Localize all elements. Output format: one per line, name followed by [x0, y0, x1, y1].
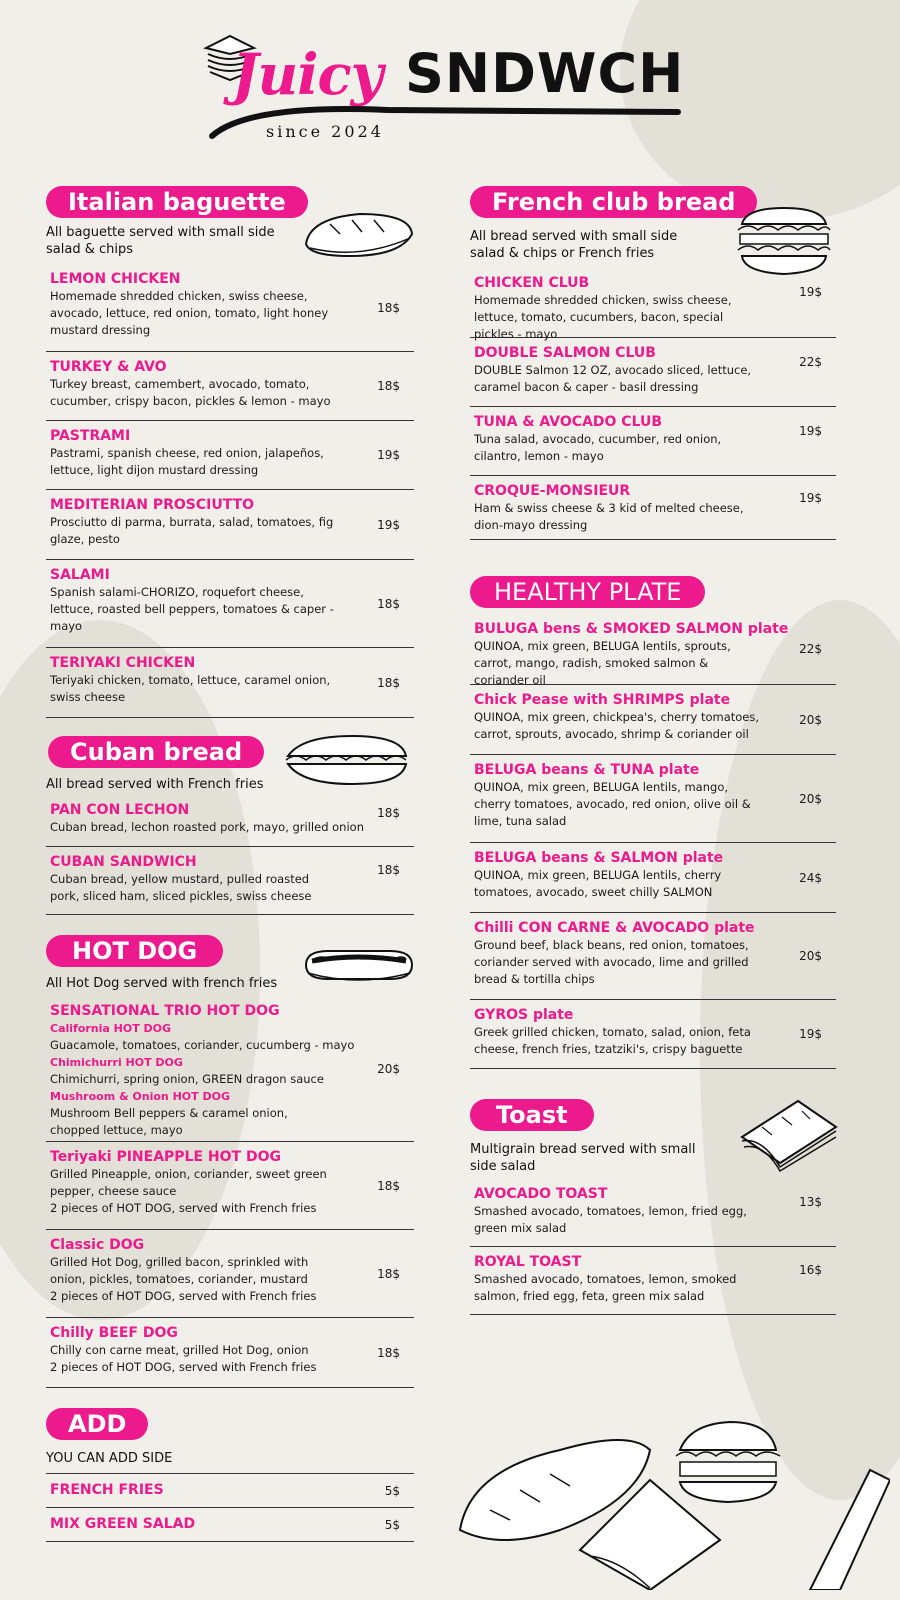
- item-description: QUINOA, mix green, BELUGA lentils, sprouts, carrot, mango, radish, smoked salmon & coriander oil: [474, 639, 731, 687]
- item-price: 19$: [799, 1027, 822, 1041]
- item-description: Ground beef, black beans, red onion, tomatoes, coriander served with avocado, lime and grilled bread & tortilla chips: [474, 938, 749, 986]
- list-item: [46, 795, 414, 847]
- item-description: DOUBLE Salmon 12 OZ, avocado sliced, lettuce, caramel bacon & caper - basil dressing: [474, 363, 752, 394]
- item-name: DOUBLE SALMON CLUB: [474, 345, 656, 361]
- brand-name-juicy: Juicy: [232, 42, 383, 108]
- list-item: [46, 1230, 414, 1318]
- item-description: QUINOA, mix green, BELUGA lentils, cherry tomatoes, avocado, sweet chilly SALMON: [474, 868, 722, 899]
- item-extra: 2 pieces of HOT DOG, served with French fries: [50, 1201, 317, 1215]
- list-item: [46, 1142, 414, 1230]
- item-name: TUNA & AVOCADO CLUB: [474, 414, 663, 430]
- item-price: 18$: [377, 675, 400, 690]
- item-description: Teriyaki chicken, tomato, lettuce, caramel onion, swiss cheese: [50, 673, 331, 704]
- item-price: 16$: [799, 1263, 822, 1278]
- cuban-items: [46, 795, 414, 915]
- list-item: [470, 913, 836, 1000]
- item-subname: Chimichurri HOT DOG: [50, 1056, 183, 1069]
- list-item: [46, 648, 414, 718]
- item-price: 18$: [377, 805, 400, 820]
- item-description: Ham & swiss cheese & 3 kid of melted cheese, dion-mayo dressing: [474, 501, 744, 532]
- item-name: Chilli CON CARNE & AVOCADO plate: [474, 920, 755, 936]
- list-item: [470, 476, 836, 540]
- list-item: [46, 1318, 414, 1388]
- section-hot-dog: [46, 935, 414, 1388]
- sub-sandwich-illustration: [282, 730, 412, 790]
- list-item: [470, 407, 836, 476]
- item-price: 19$: [377, 448, 400, 462]
- toast-illustration: [732, 1097, 842, 1177]
- item-price: 20$: [799, 949, 822, 963]
- item-name: Chilly BEEF DOG: [50, 1325, 178, 1341]
- add-items: [46, 1473, 414, 1542]
- list-item: [470, 843, 836, 913]
- item-name: CUBAN SANDWICH: [50, 854, 197, 870]
- item-description: Homemade shredded chicken, swiss cheese, lettuce, tomato, cucumbers, bacon, special pickles - mayo: [474, 293, 732, 341]
- item-extra: 2 pieces of HOT DOG, served with French fries: [50, 1360, 317, 1374]
- item-price: 13$: [799, 1195, 822, 1210]
- item-description: Mushroom Bell peppers & caramel onion, chopped lettuce, mayo: [50, 1106, 288, 1137]
- list-item: [46, 264, 414, 352]
- item-price: 20$: [799, 791, 822, 806]
- item-price: 5$: [384, 1517, 400, 1532]
- item-description: Greek grilled chicken, tomato, salad, onion, feta cheese, french fries, tzatziki's, crispy baguette: [474, 1025, 751, 1056]
- item-description: Turkey breast, camembert, avocado, tomato, cucumber, crispy bacon, pickles & lemon - mayo: [50, 377, 331, 408]
- item-description: Prosciutto di parma, burrata, salad, tomatoes, fig glaze, pesto: [50, 515, 334, 546]
- item-price: 19$: [799, 285, 822, 300]
- hotdog-items: [46, 996, 414, 1388]
- item-description: Chilly con carne meat, grilled Hot Dog, onion: [50, 1343, 309, 1357]
- list-item: [470, 338, 836, 407]
- item-name: ROYAL TOAST: [474, 1254, 582, 1270]
- section-italian-baguette: [46, 186, 414, 718]
- item-name: MIX GREEN SALAD: [50, 1516, 196, 1532]
- item-name: GYROS plate: [474, 1007, 574, 1023]
- item-name: SALAMI: [50, 567, 110, 583]
- left-column: [46, 186, 414, 1542]
- item-description: Homemade shredded chicken, swiss cheese, avocado, lettuce, red onion, tomato, light honey mustard dressing: [50, 289, 329, 337]
- item-description: Smashed avocado, tomatoes, lemon, smoked salmon, fried egg, feta, green mix salad: [474, 1272, 737, 1303]
- list-item: [470, 1247, 836, 1315]
- list-item: [470, 1179, 836, 1247]
- item-subname: California HOT DOG: [50, 1022, 172, 1035]
- item-name: TERIYAKI CHICKEN: [50, 655, 196, 671]
- item-name: PAN CON LECHON: [50, 802, 190, 818]
- item-name: BELUGA beans & TUNA plate: [474, 762, 700, 778]
- brand-name-sndwch: SNDWCH: [405, 42, 685, 105]
- baguette-illustration: [300, 204, 420, 264]
- list-item: [470, 755, 836, 843]
- item-price: 19$: [377, 517, 400, 532]
- section-cuban-bread: [46, 736, 414, 915]
- item-name: Teriyaki PINEAPPLE HOT DOG: [50, 1149, 281, 1165]
- item-price: 18$: [377, 1266, 400, 1281]
- item-description: QUINOA, mix green, chickpea's, cherry tomatoes, carrot, sprouts, avocado, shrimp & coriander oil: [474, 710, 760, 741]
- item-price: 19$: [799, 491, 822, 506]
- list-item: [470, 1000, 836, 1069]
- section-healthy-plate: [470, 576, 836, 1069]
- item-price: 22$: [799, 642, 822, 656]
- item-description: QUINOA, mix green, BELUGA lentils, mango, cherry tomatoes, avocado, red onion, olive oil & lime, tuna salad: [474, 780, 751, 828]
- section-title: HEALTHY PLATE: [470, 576, 705, 608]
- item-price: 19$: [799, 423, 822, 438]
- section-note: All bread served with French fries: [46, 777, 264, 792]
- item-name: FRENCH FRIES: [50, 1482, 164, 1498]
- section-toast: [470, 1099, 836, 1315]
- item-extra: 2 pieces of HOT DOG, served with French fries: [50, 1289, 317, 1303]
- item-subname: Mushroom & Onion HOT DOG: [50, 1090, 230, 1103]
- brand-since: since 2024: [266, 122, 384, 141]
- item-price: 18$: [377, 379, 400, 393]
- list-item: [46, 1508, 414, 1542]
- item-price: 18$: [377, 863, 400, 878]
- item-name: BELUGA beans & SALMON plate: [474, 850, 724, 866]
- list-item: [470, 685, 836, 755]
- item-name: BULUGA bens & SMOKED SALMON plate: [474, 621, 789, 637]
- section-note: All baguette served with small side salad & chips: [46, 225, 275, 257]
- section-note: Multigrain bread served with small side salad: [470, 1142, 696, 1174]
- italian-items: [46, 264, 414, 718]
- toast-items: [470, 1179, 836, 1315]
- item-description: Grilled Hot Dog, grilled bacon, sprinkled with onion, pickles, tomatoes, coriander, mustard: [50, 1255, 309, 1286]
- section-add: [46, 1408, 414, 1542]
- item-price: 22$: [799, 354, 822, 369]
- item-description: Grilled Pineapple, onion, coriander, sweet green pepper, cheese sauce: [50, 1167, 327, 1198]
- item-name: SENSATIONAL TRIO HOT DOG: [50, 1003, 280, 1019]
- list-item: [46, 847, 414, 915]
- item-description: Guacamole, tomatoes, coriander, cucumberg - mayo: [50, 1038, 355, 1052]
- item-name: AVOCADO TOAST: [474, 1186, 608, 1202]
- item-name: MEDITERIAN PROSCIUTTO: [50, 497, 255, 513]
- list-item: [46, 352, 414, 421]
- section-title: French club bread: [470, 186, 757, 218]
- item-description: Smashed avocado, tomatoes, lemon, fried egg, green mix salad: [474, 1204, 747, 1235]
- item-name: LEMON CHICKEN: [50, 271, 181, 287]
- list-item: [46, 560, 414, 648]
- right-column: [470, 186, 836, 1315]
- healthy-items: [470, 614, 836, 1069]
- item-price: 18$: [377, 596, 400, 611]
- hotdog-illustration: [298, 935, 418, 995]
- item-price: 24$: [799, 870, 822, 885]
- list-item: [470, 268, 836, 341]
- section-french-club-bread: [470, 186, 836, 540]
- list-item: [46, 1474, 414, 1508]
- item-name: CHICKEN CLUB: [474, 275, 590, 291]
- list-item: [46, 421, 414, 490]
- item-name: Chick Pease with SHRIMPS plate: [474, 692, 731, 708]
- item-description: Spanish salami-CHORIZO, roquefort cheese, lettuce, roasted bell peppers, tomatoes & caper - mayo: [50, 585, 334, 633]
- section-title: Toast: [470, 1099, 594, 1131]
- item-description: Pastrami, spanish cheese, red onion, jalapeños, lettuce, light dijon mustard dressing: [50, 446, 324, 477]
- list-item: [46, 490, 414, 560]
- section-title: Cuban bread: [48, 736, 264, 768]
- item-description: Cuban bread, yellow mustard, pulled roasted pork, sliced ham, sliced pickles, swiss cheese: [50, 872, 312, 903]
- item-price: 5$: [384, 1483, 400, 1498]
- section-note: YOU CAN ADD SIDE: [46, 1451, 173, 1466]
- item-price: 18$: [377, 1178, 400, 1193]
- item-description: Chimichurri, spring onion, GREEN dragon sauce: [50, 1072, 324, 1086]
- item-name: PASTRAMI: [50, 428, 131, 444]
- section-title: ADD: [46, 1408, 148, 1440]
- item-description: Tuna salad, avocado, cucumber, red onion, cilantro, lemon - mayo: [474, 432, 722, 463]
- item-name: CROQUE-MONSIEUR: [474, 483, 631, 499]
- section-note: All bread served with small side salad & chips or French fries: [470, 229, 678, 261]
- decorative-sandwiches-illustration: [450, 1410, 890, 1590]
- list-item: [470, 614, 836, 685]
- french-items: [470, 268, 836, 540]
- item-description: Cuban bread, lechon roasted pork, mayo, grilled onion: [50, 820, 364, 834]
- list-item: [46, 996, 414, 1142]
- item-name: Classic DOG: [50, 1237, 145, 1253]
- section-title: Italian baguette: [46, 186, 308, 218]
- section-title: HOT DOG: [46, 935, 223, 967]
- brand-logo: [200, 30, 700, 150]
- section-note: All Hot Dog served with french fries: [46, 976, 278, 991]
- item-name: TURKEY & AVO: [50, 359, 167, 375]
- item-price: 20$: [799, 712, 822, 727]
- item-price: 20$: [377, 1061, 400, 1076]
- item-price: 18$: [377, 300, 400, 315]
- item-price: 18$: [377, 1345, 400, 1360]
